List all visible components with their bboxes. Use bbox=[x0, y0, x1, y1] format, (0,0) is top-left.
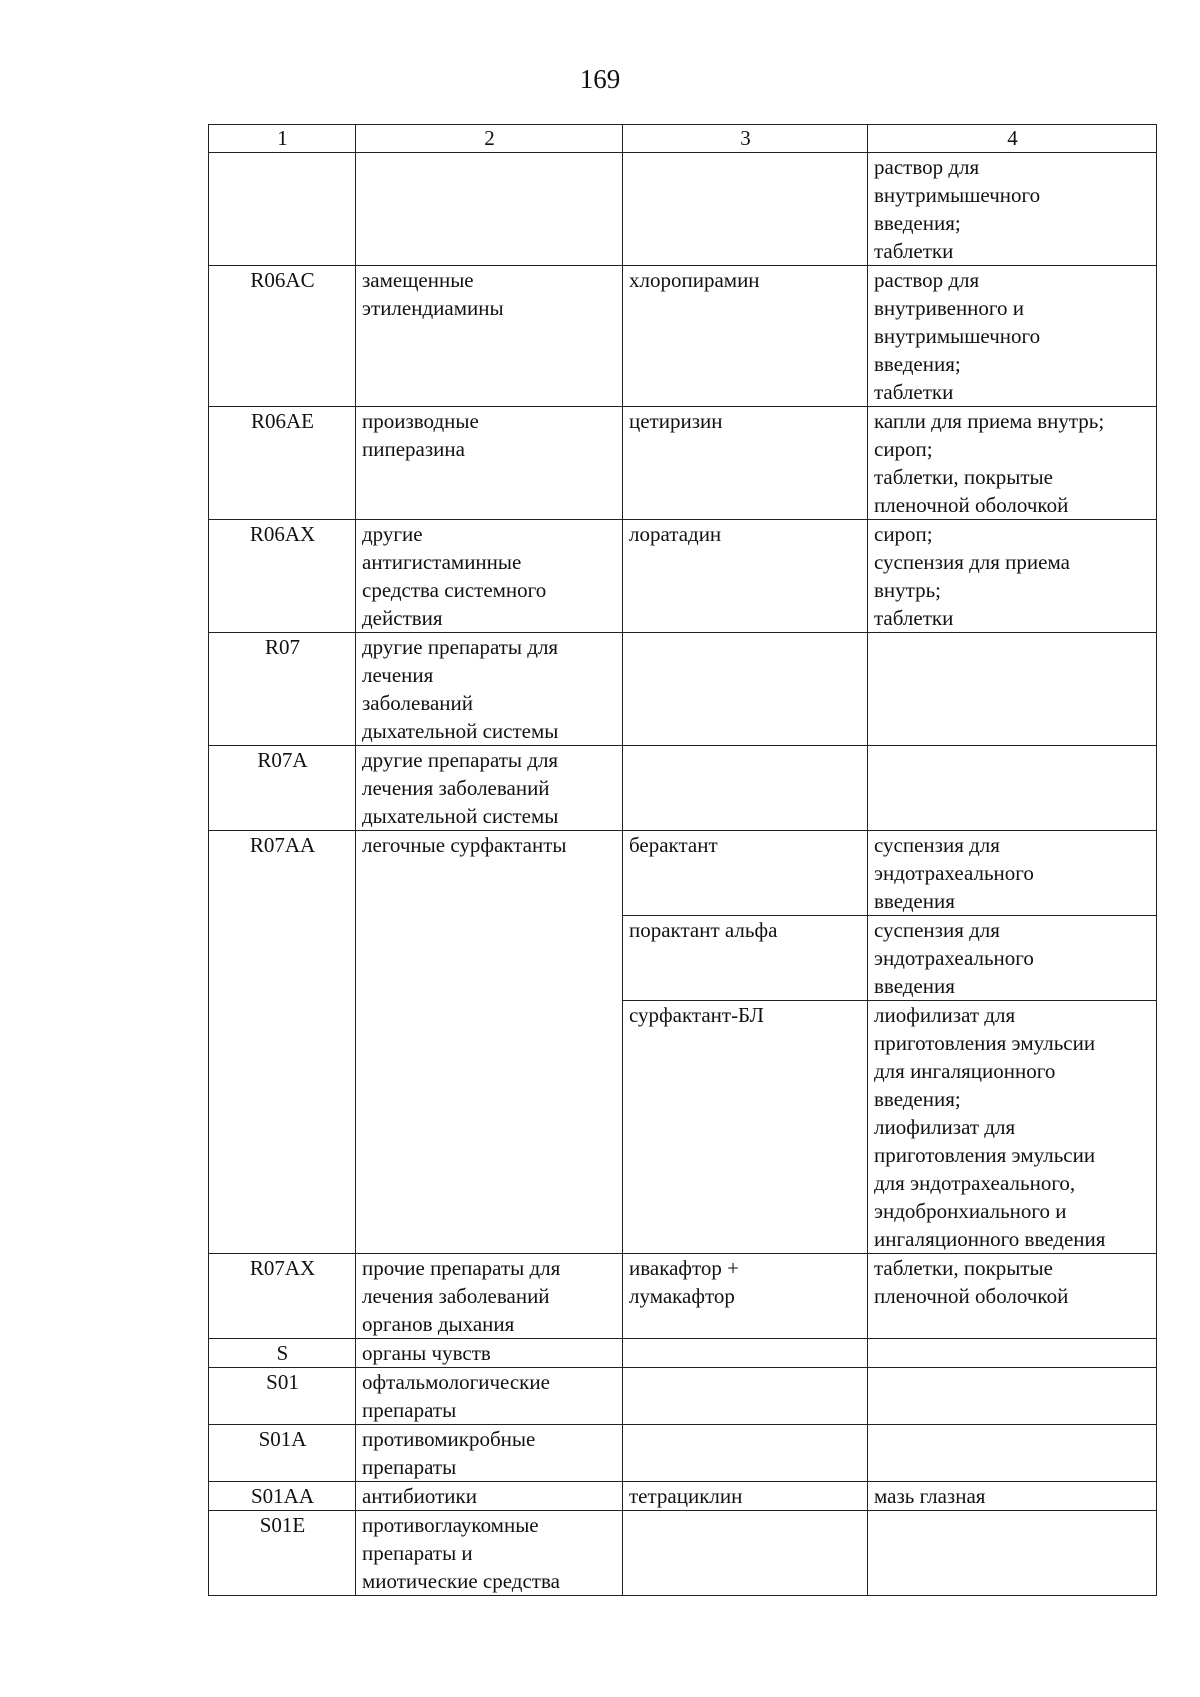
dosage-form-cell-line: таблетки bbox=[874, 606, 954, 630]
dosage-form-cell-line: лиофилизат для bbox=[874, 1115, 1016, 1139]
group-name-cell-line: заболеваний bbox=[362, 691, 473, 715]
dosage-form-cell bbox=[868, 266, 1157, 407]
drug-name-cell bbox=[623, 1482, 868, 1511]
dosage-form-cell-line: суспензия для bbox=[874, 833, 1000, 857]
table-body bbox=[209, 125, 1157, 1596]
drug-name-cell bbox=[623, 1339, 868, 1368]
table-row bbox=[209, 1368, 1157, 1425]
dosage-form-cell bbox=[868, 746, 1157, 831]
dosage-form-cell-line: сироп; bbox=[874, 437, 933, 461]
drug-name-cell bbox=[623, 407, 868, 520]
atc-code-cell: R06AC bbox=[209, 266, 356, 407]
group-name-cell bbox=[356, 831, 623, 1254]
group-name-cell-line: миотические средства bbox=[362, 1569, 560, 1593]
dosage-form-cell-line: введения; bbox=[874, 352, 961, 376]
dosage-form-cell-line: приготовления эмульсии bbox=[874, 1031, 1096, 1055]
dosage-form-cell bbox=[868, 1254, 1157, 1339]
drug-name-cell bbox=[623, 831, 868, 916]
table-row bbox=[209, 1339, 1157, 1368]
dosage-form-cell bbox=[868, 1368, 1157, 1425]
group-name-cell-line: прочие препараты для bbox=[362, 1256, 561, 1280]
group-name-cell-line: другие препараты для bbox=[362, 748, 559, 772]
drug-name-cell bbox=[623, 1254, 868, 1339]
drug-name-cell bbox=[623, 746, 868, 831]
group-name-cell-line: лечения заболеваний bbox=[362, 776, 550, 800]
table-row bbox=[209, 746, 1157, 831]
dosage-form-cell-line: пленочной оболочкой bbox=[874, 493, 1069, 517]
atc-code-cell: R07AX bbox=[209, 1254, 356, 1339]
group-name-cell bbox=[356, 746, 623, 831]
table-row bbox=[209, 407, 1157, 520]
drug-name-cell-line: сурфактант-БЛ bbox=[629, 1003, 764, 1027]
group-name-cell-line: другие препараты для bbox=[362, 635, 559, 659]
dosage-form-cell-line: сироп; bbox=[874, 522, 933, 546]
drug-name-cell bbox=[623, 633, 868, 746]
dosage-form-cell bbox=[868, 916, 1157, 1001]
dosage-form-cell-line: таблетки, покрытые bbox=[874, 1256, 1053, 1280]
dosage-form-cell-line: эндотрахеального bbox=[874, 861, 1034, 885]
dosage-form-cell-line: лиофилизат для bbox=[874, 1003, 1016, 1027]
group-name-cell bbox=[356, 1368, 623, 1425]
page-number: 169 bbox=[579, 64, 621, 94]
atc-code-cell: R06AX bbox=[209, 520, 356, 633]
drug-name-cell-line: хлоропирамин bbox=[629, 268, 760, 292]
dosage-form-cell-line: внутрь; bbox=[874, 578, 941, 602]
group-name-cell-line: замещенные bbox=[362, 268, 474, 292]
drug-name-cell bbox=[623, 1368, 868, 1425]
group-name-cell bbox=[356, 407, 623, 520]
group-name-cell-line: офтальмологические bbox=[362, 1370, 550, 1394]
group-name-cell-line: пиперазина bbox=[362, 437, 465, 461]
table-row bbox=[209, 1511, 1157, 1596]
group-name-cell-line: действия bbox=[362, 606, 443, 630]
table-row bbox=[209, 520, 1157, 633]
group-name-cell-line: органов дыхания bbox=[362, 1312, 515, 1336]
dosage-form-cell-line: суспензия для bbox=[874, 918, 1000, 942]
column-header-3: 3 bbox=[623, 125, 868, 153]
atc-code-cell: R07A bbox=[209, 746, 356, 831]
dosage-form-cell-line: таблетки bbox=[874, 380, 954, 404]
atc-code-cell bbox=[209, 153, 356, 266]
atc-code-cell: S01 bbox=[209, 1368, 356, 1425]
drug-name-cell-line: берактант bbox=[629, 833, 718, 857]
group-name-cell-line: дыхательной системы bbox=[362, 719, 559, 743]
drug-name-cell bbox=[623, 266, 868, 407]
atc-code-cell: R07 bbox=[209, 633, 356, 746]
atc-code-cell: R07AA bbox=[209, 831, 356, 1254]
drug-name-cell bbox=[623, 916, 868, 1001]
group-name-cell-line: лечения заболеваний bbox=[362, 1284, 550, 1308]
dosage-form-cell-line: приготовления эмульсии bbox=[874, 1143, 1096, 1167]
dosage-form-cell-line: внутримышечного bbox=[874, 183, 1041, 207]
drug-name-cell-line: ивакафтор + bbox=[629, 1256, 740, 1280]
dosage-form-cell bbox=[868, 407, 1157, 520]
group-name-cell-line: противоглаукомные bbox=[362, 1513, 539, 1537]
dosage-form-cell-line: ингаляционного введения bbox=[874, 1227, 1106, 1251]
atc-code-cell: S01A bbox=[209, 1425, 356, 1482]
dosage-form-cell-line: таблетки, покрытые bbox=[874, 465, 1053, 489]
table-row bbox=[209, 153, 1157, 266]
group-name-cell bbox=[356, 1425, 623, 1482]
group-name-cell bbox=[356, 1511, 623, 1596]
group-name-cell-line: препараты bbox=[362, 1398, 457, 1422]
drug-name-cell-line: цетиризин bbox=[629, 409, 723, 433]
dosage-form-cell bbox=[868, 153, 1157, 266]
group-name-cell-line: антибиотики bbox=[362, 1484, 477, 1508]
dosage-form-cell-line: капли для приема внутрь; bbox=[874, 409, 1105, 433]
group-name-cell-line: антигистаминные bbox=[362, 550, 522, 574]
drug-name-cell-line: тетрациклин bbox=[629, 1484, 743, 1508]
dosage-form-cell-line: введения bbox=[874, 974, 955, 998]
table-row bbox=[209, 831, 1157, 916]
group-name-cell-line: этилендиамины bbox=[362, 296, 504, 320]
dosage-form-cell bbox=[868, 831, 1157, 916]
group-name-cell bbox=[356, 1339, 623, 1368]
group-name-cell-line: противомикробные bbox=[362, 1427, 536, 1451]
group-name-cell-line: препараты и bbox=[362, 1541, 473, 1565]
dosage-form-cell-line: таблетки bbox=[874, 239, 954, 263]
dosage-form-cell-line: внутривенного и bbox=[874, 296, 1024, 320]
drug-name-cell bbox=[623, 153, 868, 266]
dosage-form-cell-line: раствор для bbox=[874, 155, 980, 179]
dosage-form-cell bbox=[868, 633, 1157, 746]
dosage-form-cell bbox=[868, 1482, 1157, 1511]
dosage-form-cell-line: внутримышечного bbox=[874, 324, 1041, 348]
group-name-cell-line: легочные сурфактанты bbox=[362, 833, 567, 857]
drug-name-cell-line: лоратадин bbox=[629, 522, 722, 546]
column-header-1: 1 bbox=[209, 125, 356, 153]
atc-code-cell: S bbox=[209, 1339, 356, 1368]
atc-code-cell: R06AE bbox=[209, 407, 356, 520]
dosage-form-cell-line: введения bbox=[874, 889, 955, 913]
column-header-2: 2 bbox=[356, 125, 623, 153]
group-name-cell bbox=[356, 153, 623, 266]
dosage-form-cell-line: введения; bbox=[874, 1087, 961, 1111]
drug-name-cell-line: лумакафтор bbox=[629, 1284, 735, 1308]
dosage-form-cell bbox=[868, 1511, 1157, 1596]
drug-name-cell-line: порактант альфа bbox=[629, 918, 778, 942]
group-name-cell bbox=[356, 1482, 623, 1511]
table-row bbox=[209, 1254, 1157, 1339]
group-name-cell-line: препараты bbox=[362, 1455, 457, 1479]
dosage-form-cell bbox=[868, 520, 1157, 633]
dosage-form-cell bbox=[868, 1001, 1157, 1254]
dosage-form-cell-line: пленочной оболочкой bbox=[874, 1284, 1069, 1308]
atc-code-cell: S01E bbox=[209, 1511, 356, 1596]
group-name-cell-line: производные bbox=[362, 409, 479, 433]
table-row bbox=[209, 266, 1157, 407]
group-name-cell bbox=[356, 520, 623, 633]
group-name-cell-line: лечения bbox=[362, 663, 434, 687]
column-header-4: 4 bbox=[868, 125, 1157, 153]
dosage-form-cell-line: для ингаляционного bbox=[874, 1059, 1056, 1083]
table-header-row bbox=[209, 125, 1157, 153]
dosage-form-cell-line: мазь глазная bbox=[874, 1484, 986, 1508]
drug-name-cell bbox=[623, 1425, 868, 1482]
drug-name-cell bbox=[623, 1511, 868, 1596]
group-name-cell bbox=[356, 1254, 623, 1339]
dosage-form-cell bbox=[868, 1425, 1157, 1482]
dosage-form-cell-line: введения; bbox=[874, 211, 961, 235]
dosage-form-cell-line: эндотрахеального bbox=[874, 946, 1034, 970]
drug-name-cell bbox=[623, 1001, 868, 1254]
dosage-form-cell bbox=[868, 1339, 1157, 1368]
dosage-form-cell-line: для эндотрахеального, bbox=[874, 1171, 1076, 1195]
dosage-form-cell-line: суспензия для приема bbox=[874, 550, 1070, 574]
dosage-form-cell-line: раствор для bbox=[874, 268, 980, 292]
drug-classification-table bbox=[208, 124, 1157, 1596]
table-row bbox=[209, 633, 1157, 746]
group-name-cell-line: средства системного bbox=[362, 578, 547, 602]
dosage-form-cell-line: эндобронхиального и bbox=[874, 1199, 1067, 1223]
atc-code-cell: S01AA bbox=[209, 1482, 356, 1511]
table-row bbox=[209, 1482, 1157, 1511]
group-name-cell-line: органы чувств bbox=[362, 1341, 491, 1365]
group-name-cell bbox=[356, 266, 623, 407]
group-name-cell-line: другие bbox=[362, 522, 423, 546]
group-name-cell-line: дыхательной системы bbox=[362, 804, 559, 828]
table-row bbox=[209, 1425, 1157, 1482]
drug-name-cell bbox=[623, 520, 868, 633]
group-name-cell bbox=[356, 633, 623, 746]
